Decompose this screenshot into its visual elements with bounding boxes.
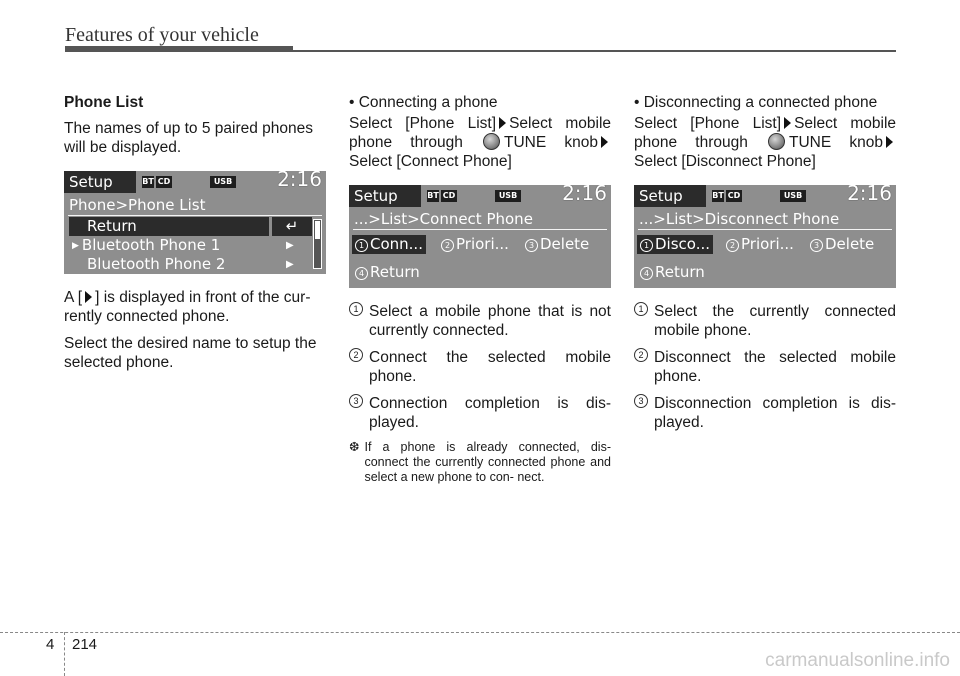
screen-divider <box>638 229 892 230</box>
option-disconnect[interactable]: 1 Disco... <box>637 235 713 254</box>
usb-icon: USB <box>780 190 806 202</box>
column-phone-list <box>64 93 326 380</box>
option-return[interactable]: 4 Return <box>640 263 705 282</box>
usb-icon: USB <box>210 176 236 188</box>
clock-display: 2:16 <box>277 171 322 191</box>
phone-list-screen <box>64 171 326 274</box>
column-connect-phone <box>349 93 611 485</box>
header-rule-thin <box>293 50 896 52</box>
screen-title: Setup <box>64 171 136 193</box>
connect-step-3: 3 Connection completion is dis- played. <box>349 394 611 432</box>
connected-marker-note: A [ ] is displayed in front of the cur- rently connected phone. <box>64 289 311 325</box>
row-arrow-icon: ▶ <box>286 259 294 270</box>
connect-instruction-line2: phone through TUNE knob <box>349 133 611 152</box>
screen-title: Setup <box>349 185 421 207</box>
disconnect-phone-screen <box>634 185 896 288</box>
cd-icon: CD <box>157 177 171 186</box>
phone-list-intro: The names of up to 5 paired phones will be displayed. <box>64 120 314 156</box>
disconnect-step-1: 1 Select the currently connected mobile phone. <box>634 302 896 340</box>
connect-step-2: 2 Connect the selected mobile phone. <box>349 348 611 386</box>
watermark: carmanualsonline.info <box>765 650 950 671</box>
screen-path: ...>List>Disconnect Phone <box>639 210 840 228</box>
phone-list-heading: Phone List <box>64 94 144 111</box>
disconnect-step-3: 3 Disconnection completion is dis- played. <box>634 394 896 432</box>
menu-row-bluetooth-phone-2[interactable]: Bluetooth Phone 2 <box>87 255 226 273</box>
connect-phone-screen <box>349 185 611 288</box>
disconnect-step-2: 2 Disconnect the selected mobile phone. <box>634 348 896 386</box>
option-delete[interactable]: 3 Delete <box>525 235 589 254</box>
bluetooth-icon: BT <box>427 191 439 200</box>
footer-rule <box>0 632 960 633</box>
triangle-marker-icon <box>85 291 92 303</box>
footer-divider <box>64 632 65 676</box>
connect-instruction-line1: Select [Phone List] Select mobile <box>349 115 612 132</box>
bluetooth-icon: BT <box>712 191 724 200</box>
option-priority[interactable]: 2 Priori... <box>726 235 794 254</box>
connect-instruction-line3: Select [Connect Phone] <box>349 153 512 170</box>
bluetooth-icon: BT <box>142 177 154 186</box>
screen-path: ...>List>Connect Phone <box>354 210 533 228</box>
arrow-icon <box>499 117 506 129</box>
screen-title: Setup <box>634 185 706 207</box>
disconnect-heading: • Disconnecting a connected phone <box>634 94 878 111</box>
tune-knob-icon <box>483 133 500 150</box>
scrollbar[interactable] <box>313 219 322 269</box>
menu-row-return[interactable]: Return <box>69 217 269 236</box>
cd-icon: CD <box>727 191 741 200</box>
screen-divider <box>68 215 322 216</box>
usb-icon: USB <box>495 190 521 202</box>
row-arrow-icon: ▶ <box>286 240 294 251</box>
tune-knob-icon <box>768 133 785 150</box>
section-title: Features of your vehicle <box>65 24 259 46</box>
menu-row-bluetooth-phone-1[interactable]: ▶ Bluetooth Phone 1 <box>72 236 221 254</box>
connect-note: ❆ If a phone is already connected, dis- connect the currently connected phone and select a new phone to con- nect. <box>349 440 611 484</box>
connect-heading: • Connecting a phone <box>349 94 498 111</box>
header-rule-thick <box>65 46 293 52</box>
arrow-icon <box>601 136 608 148</box>
connected-marker-icon: ▶ <box>72 241 79 251</box>
page-number: 214 <box>72 636 98 653</box>
note-icon: ❆ <box>349 440 360 454</box>
disconnect-instruction-line1: Select [Phone List] Select mobile <box>634 115 897 132</box>
clock-display: 2:16 <box>847 185 892 205</box>
column-disconnect-phone <box>634 93 896 440</box>
option-priority[interactable]: 2 Priori... <box>441 235 509 254</box>
option-return[interactable]: 4 Return <box>355 263 420 282</box>
chapter-number: 4 <box>46 636 55 653</box>
arrow-icon <box>784 117 791 129</box>
connect-step-1: 1 Select a mobile phone that is not currently connected. <box>349 302 611 340</box>
select-name-note: Select the desired name to setup the selected phone. <box>64 335 317 371</box>
disconnect-instruction-line3: Select [Disconnect Phone] <box>634 153 816 170</box>
cd-icon: CD <box>442 191 456 200</box>
return-icon[interactable]: ↵ <box>272 217 312 236</box>
option-delete[interactable]: 3 Delete <box>810 235 874 254</box>
scrollbar-thumb[interactable] <box>315 221 320 239</box>
arrow-icon <box>886 136 893 148</box>
clock-display: 2:16 <box>562 185 607 205</box>
disconnect-instruction-line2: phone through TUNE knob <box>634 133 896 152</box>
screen-divider <box>353 229 607 230</box>
option-connect[interactable]: 1 Conn... <box>352 235 426 254</box>
screen-path: Phone>Phone List <box>69 196 206 214</box>
